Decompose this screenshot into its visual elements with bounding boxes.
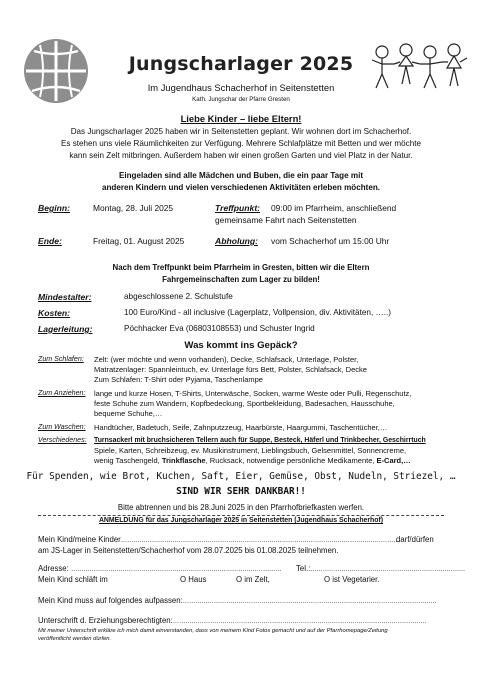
schlaeft-label: Mein Kind schläft im [38, 575, 108, 584]
note-line: Nach dem Treffpunkt beim Pfarrheim in Gresten, bitten wir die Eltern [112, 263, 370, 272]
kids-holding-hands-icon [368, 40, 468, 98]
kosten-value: 100 Euro/Kind - all inclusive (Lagerplatz, Vollpension, div. Aktivitäten, …..) [124, 308, 391, 317]
treffpunkt-value: 09:00 im Pfarrheim, anschließend [271, 203, 397, 213]
packing-line: Matratzenlager: Spannleintuch, ev. Unterlage fürs Bett, Polster, Schlafsack, Decke [94, 365, 367, 375]
intro-line: kann sein Zelt mitbringen. Außerdem haben wir einen großen Garten und viel Platz in der Natur. [69, 150, 413, 160]
ende-value: Freitag, 01. August 2025 [93, 236, 185, 246]
packing-text: wenig Taschengeld, [94, 456, 162, 466]
tel-field[interactable] [296, 564, 465, 574]
packing-line: feste Schuhe zum Wandern, Kopfbedeckung, Sportbekleidung, Badesachen, Hausschuhe, [94, 399, 395, 409]
packing-line: Zum Schlafen: T-Shirt oder Pyjama, Taschenlampe [94, 375, 263, 385]
anziehen-label: Zum Anziehen: [38, 389, 86, 397]
schlafen-items [94, 355, 367, 386]
option-vegetarier[interactable]: O ist Vegetarier. [324, 575, 380, 584]
invite-line: Eingeladen sind alle Mädchen und Buben, die ein paar Tage mit [118, 171, 364, 180]
option-haus[interactable]: O Haus [180, 575, 207, 584]
verschiedenes-items [94, 436, 426, 467]
consent-line: Mit meiner Unterschrift erkläre ich mich damit einverstanden, dass von meinem Kind Fotos gemacht und auf der Pfarrhomepage/Zeitung [38, 628, 388, 634]
tel-dots: ………………………………………………………………… [310, 566, 466, 573]
unterschrift-label: Unterschrift d. Erziehungsberechtigten: [38, 616, 173, 625]
page-title: Jungscharlager 2025 [128, 53, 354, 75]
packing-text: Trinkflasche [161, 456, 206, 466]
beginn-label: Beginn: [38, 203, 70, 213]
packing-line: Zelt: (wer möchte und wenn vorhanden), Decke, Schlafsack, Unterlage, Polster, [94, 355, 359, 364]
ende-label: Ende: [38, 236, 62, 246]
waschen-label: Zum Waschen: [38, 423, 86, 431]
packing-heading: Was kommt ins Gepäck? [184, 340, 298, 351]
packing-line: Turnsackerl mit bruchsicheren Tellern auch für Suppe, Besteck, Häferl und Trinkbecher, Geschirrtuch [94, 437, 426, 444]
donation-line: Für Spenden, wie Brot, Kuchen, Saft, Eier, Gemüse, Obst, Nudeln, Striezel, … [26, 471, 456, 482]
packing-line [94, 456, 426, 466]
cut-line [38, 515, 444, 516]
kind-suffix: darf/dürfen [396, 535, 434, 544]
intro-line: Es stehen uns viele Räumlichkeiten zur Verfügung. Mehrere Schlafplätze mit Betten und wer möchte [61, 138, 421, 148]
subtitle: Im Jugendhaus Schacherhof in Seitenstetten [147, 82, 335, 93]
thanks-line: SIND WIR SEHR DANKBAR!! [176, 486, 306, 497]
packing-line: Spiele, Karten, Schreibzeug, ev. Musikinstrument, Lieblingsbuch, Gelsenmittel, Sonnencreme, [94, 446, 407, 456]
lagerleitung-label: Lagerleitung: [38, 324, 93, 334]
consent-line: veröffentlicht werden dürfen. [38, 636, 112, 642]
carpool-note [10, 262, 472, 285]
packing-text: E-Card,… [376, 456, 411, 466]
org-line: Kath. Jungschar der Pfarre Gresten [192, 96, 290, 103]
mindestalter-label: Mindestalter: [38, 292, 92, 302]
kind-label: Mein Kind/meine Kinder [38, 535, 121, 544]
mindestalter-value: abgeschlossene 2. Schulstufe [124, 292, 233, 301]
kind-field[interactable] [38, 535, 399, 545]
schlafen-label: Zum Schlafen: [38, 355, 84, 363]
unterschrift-dots: …………………………………………………………………………………………………………… [172, 618, 427, 625]
option-zelt[interactable]: O im Zelt, [236, 575, 270, 584]
invite-line: anderen Kindern und vielen verschiedenen Aktivitäten erleben möchten. [101, 182, 381, 192]
deadline-note: Bitte abtrennen und bis 28.Juni 2025 in den Pfarrhofbriefkasten werfen. [117, 503, 365, 512]
photo-consent [38, 627, 388, 643]
kosten-label: Kosten: [38, 308, 70, 318]
parish-logo-icon [22, 37, 90, 105]
unterschrift-field[interactable] [38, 616, 427, 626]
form-heading: ANMELDUNG für das Jungscharlager 2025 in Seitenstetten (Jugendhaus Schacherhof) [98, 517, 384, 524]
packing-line: lange und kurze Hosen, T-Shirts, Unterwäsche, Socken, warme Weste oder Pulli, Regenschutz, [94, 389, 412, 398]
adresse-label: Adresse: [38, 564, 69, 573]
note-line: Fahrgemeinschaften zum Lager zu bilden! [162, 274, 320, 284]
abholung-label: Abholung: [215, 236, 258, 246]
verschiedenes-label: Verschiedenes: [38, 436, 87, 444]
aufpassen-field[interactable] [38, 596, 437, 606]
anziehen-items [94, 389, 411, 420]
waschen-items: Handtücher, Badetuch, Seife, Zahnputzzeug, Haarbürste, Haargummi, Taschentücher,… [94, 423, 388, 432]
packing-text: , Rucksack, notwendige persönliche Medikamente, [205, 456, 377, 466]
lagerleitung-value: Pöchhacker Eva (06803108553) und Schuster Ingrid [124, 324, 315, 333]
treffpunkt-value-2: gemeinsame Fahrt nach Seitenstetten [215, 215, 357, 225]
teilnahme-text: am JS-Lager in Seitenstetten/Schacherhof vom 28.07.2025 bis 01.08.2025 teilnehmen. [38, 546, 339, 555]
abholung-value: vom Schacherhof um 15:00 Uhr [271, 236, 390, 246]
tel-label: Tel.: [296, 564, 311, 573]
kind-dots: ……………………………………………………………………………………………………………………… [120, 537, 400, 544]
beginn-value: Montag, 28. Juli 2025 [93, 203, 174, 213]
packing-line: bequeme Schuhe,… [94, 409, 163, 419]
intro-text [10, 126, 472, 161]
intro-line: Das Jungscharlager 2025 haben wir in Seitenstetten geplant. Wir wohnen dort im Schacherhof. [70, 127, 412, 136]
adresse-dots: ………………………………………………………………………………………… [70, 566, 282, 573]
greeting-heading: Liebe Kinder – liebe Eltern! [180, 113, 302, 124]
invitation-text [10, 170, 472, 194]
treffpunkt-label: Treffpunkt: [215, 203, 261, 213]
adresse-field[interactable] [38, 564, 281, 574]
aufpassen-dots: …………………………………………………………………………………………………………… [182, 598, 437, 605]
aufpassen-label: Mein Kind muss auf folgendes aufpassen: [38, 596, 183, 605]
